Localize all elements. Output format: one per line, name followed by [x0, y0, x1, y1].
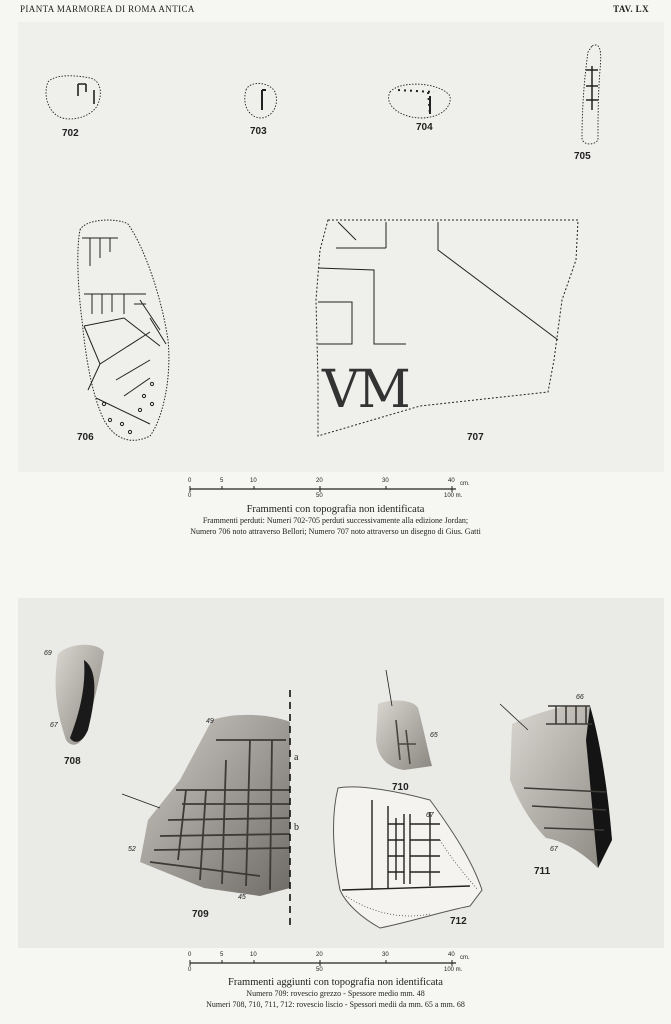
scale-top-cm-20: 20 — [316, 478, 323, 484]
scale-bottom-cm-30: 30 — [382, 952, 389, 958]
running-head-title: PIANTA MARMOREA DI ROMA ANTICA — [20, 4, 195, 14]
scale-bottom-cm-5: 5 — [220, 952, 224, 958]
measure-709-top: 49 — [206, 718, 214, 725]
scale-bottom-m-50: 50 — [316, 967, 323, 973]
scale-bottom-cm-20: 20 — [316, 952, 323, 958]
scale-top-cm-30: 30 — [382, 478, 389, 484]
measure-710-right: 65 — [430, 732, 438, 739]
caption-top-title: Frammenti con topografia non identificata — [246, 504, 425, 515]
caption-top-line2: Numero 706 noto attraverso Bellori; Numero 707 noto attraverso un disegno di Gius. Gatti — [190, 527, 481, 536]
scale-bar-bottom-graphic — [186, 952, 476, 978]
scale-bottom-m-0: 0 — [188, 967, 192, 973]
fragment-label-706: 706 — [77, 432, 94, 443]
inscription-vm-text: VM — [322, 360, 409, 420]
caption-bottom-line1: Numero 709: rovescio grezzo - Spessore medio mm. 48 — [246, 989, 425, 998]
fragment-label-711: 711 — [534, 866, 551, 877]
fragment-label-705: 705 — [574, 151, 591, 162]
scale-bottom-cm-0: 0 — [188, 952, 192, 958]
measure-712-top: 67 — [426, 812, 434, 819]
letter-b: b — [294, 822, 299, 833]
measure-709-bottom: 45 — [238, 894, 246, 901]
measure-711-top: 66 — [576, 694, 584, 701]
letter-a: a — [294, 752, 299, 763]
scale-bottom-cm-unit: cm. — [460, 955, 470, 961]
fragment-label-709: 709 — [192, 909, 209, 920]
scale-top-m-100: 100 m. — [444, 493, 463, 499]
scale-top-cm-5: 5 — [220, 478, 224, 484]
scale-top-cm-40: 40 — [448, 478, 455, 484]
measure-709-left: 52 — [128, 846, 136, 853]
caption-bottom — [0, 977, 671, 1010]
scale-top-cm-0: 0 — [188, 478, 192, 484]
fragment-label-707: 707 — [467, 432, 484, 443]
fragment-label-708: 708 — [64, 756, 81, 767]
fragment-label-702: 702 — [62, 128, 79, 139]
fragment-712-photo — [334, 787, 482, 928]
scale-bottom-cm-10: 10 — [250, 952, 257, 958]
scale-top-m-0: 0 — [188, 493, 192, 499]
fragment-708-photo — [56, 645, 104, 745]
fragment-label-712: 712 — [450, 916, 467, 927]
caption-bottom-line2: Numeri 708, 710, 711, 712: rovescio liscio - Spessori medii da mm. 65 a mm. 68 — [206, 1000, 465, 1009]
fragment-label-704: 704 — [416, 122, 433, 133]
scale-top-cm-unit: cm. — [460, 481, 470, 487]
plate-number: TAV. LX — [613, 4, 649, 14]
scale-top-cm-10: 10 — [250, 478, 257, 484]
scale-bar-bottom — [186, 952, 476, 978]
scale-bottom-m-100: 100 m. — [444, 967, 463, 973]
scale-bottom-cm-40: 40 — [448, 952, 455, 958]
fragment-709-photo — [122, 690, 290, 926]
measure-708-top: 69 — [44, 650, 52, 657]
measure-711-bottom: 67 — [550, 846, 558, 853]
scale-top-m-50: 50 — [316, 493, 323, 499]
fragment-label-710: 710 — [392, 782, 409, 793]
fragment-710-photo — [376, 670, 432, 770]
caption-top-line1: Frammenti perduti: Numeri 702-705 perduti successivamente alla edizione Jordan; — [202, 516, 469, 525]
fragment-711-photo — [500, 704, 612, 868]
measure-708-bottom: 67 — [50, 722, 58, 729]
fragment-label-703: 703 — [250, 126, 267, 137]
caption-bottom-title: Frammenti aggiunti con topografia non identificata — [228, 977, 443, 988]
